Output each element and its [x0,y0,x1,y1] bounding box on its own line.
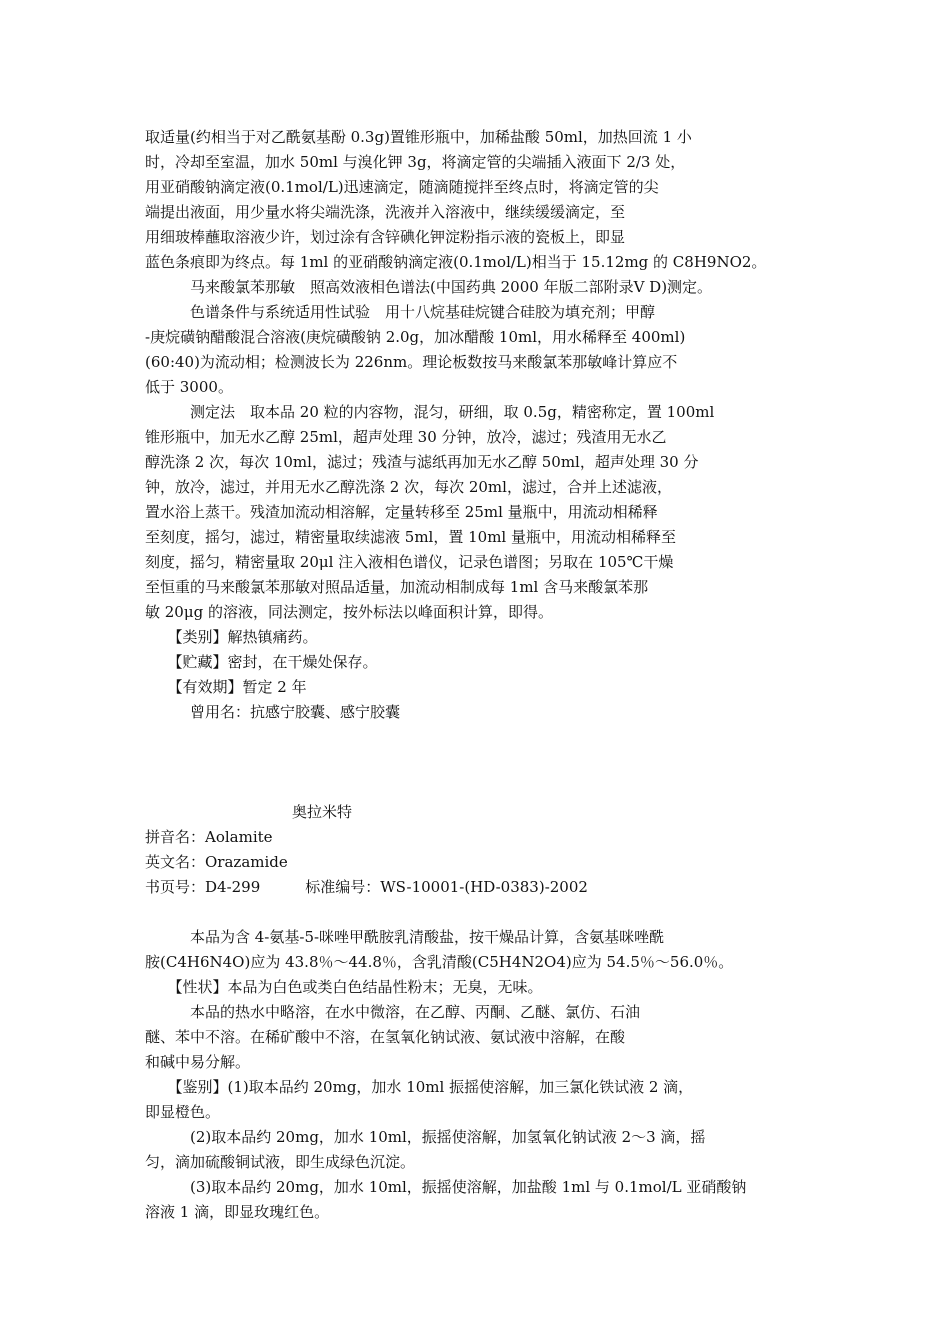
page-and-standard-number: 书页号：D4-299 标准编号：WS-10001-(HD-0383)-2002 [145,878,588,896]
text-line: 置水浴上蒸干。残渣加流动相溶解，定量转移至 25ml 量瓶中，用流动相稀释 [145,503,658,521]
text-line: 钟，放冷，滤过，并用无水乙醇洗涤 2 次，每次 20ml，滤过，合并上述滤液， [145,478,672,496]
text-line: 测定法 取本品 20 粒的内容物，混匀，研细，取 0.5g，精密称定，置 100ml [145,403,715,421]
text-line: 溶液 1 滴，即显玫瑰红色。 [145,1203,330,1221]
text-line: 本品为含 4-氨基-5-咪唑甲酰胺乳清酸盐，按干燥品计算，含氨基咪唑酰 [145,928,665,946]
text-line: 敏 20μg 的溶液，同法测定，按外标法以峰面积计算，即得。 [145,603,553,621]
text-line: 低于 3000。 [145,378,233,396]
text-line: 即显橙色。 [145,1103,221,1121]
text-line: 用细玻棒蘸取溶液少许，划过涂有含锌碘化钾淀粉指示液的瓷板上，即显 [145,228,626,246]
text-line: (2)取本品约 20mg，加水 10ml，振摇使溶解，加氢氧化钠试液 2～3 滴，摇 [145,1128,706,1146]
english-name: 英文名：Orazamide [145,853,288,871]
text-line: 取适量(约相当于对乙酰氨基酚 0.3g)置锥形瓶中，加稀盐酸 50ml，加热回流 1 小 [145,128,692,146]
text-line: 胺(C4H6N4O)应为 43.8％～44.8％，含乳清酸(C5H4N2O4)应为 54.5％～56.0％。 [145,953,734,971]
text-line: 端提出液面，用少量水将尖端洗涤，洗液并入溶液中，继续缓缓滴定，至 [145,203,626,221]
validity-line: 【有效期】暂定 2 年 [145,678,307,696]
text-line: 至恒重的马来酸氯苯那敏对照品适量，加流动相制成每 1ml 含马来酸氯苯那 [145,578,649,596]
text-line: 时，冷却至室温，加水 50ml 与溴化钾 3g，将滴定管的尖端插入液面下 2/3 处， [145,153,686,171]
monograph-title: 奥拉米特 [292,803,353,821]
properties-line: 【性状】本品为白色或类白色结晶性粉末；无臭，无味。 [145,978,543,996]
text-line: (3)取本品约 20mg，加水 10ml，振摇使溶解，加盐酸 1ml 与 0.1mol/L 亚硝酸钠 [145,1178,747,1196]
text-line: 匀，滴加硫酸铜试液，即生成绿色沉淀。 [145,1153,416,1171]
former-name-line: 曾用名：抗感宁胶囊、感宁胶囊 [145,703,401,721]
text-line: 醚、苯中不溶。在稀矿酸中不溶，在氢氧化钠试液、氨试液中溶解，在酸 [145,1028,626,1046]
category-line: 【类别】解热镇痛药。 [145,628,318,646]
text-line: 刻度，摇匀，精密量取 20μl 注入液相色谱仪，记录色谱图；另取在 105℃干燥 [145,553,674,571]
text-line: 用亚硝酸钠滴定液(0.1mol/L)迅速滴定，随滴随搅拌至终点时，将滴定管的尖 [145,178,659,196]
text-line: 至刻度，摇匀，滤过，精密量取续滤液 5ml，置 10ml 量瓶中，用流动相稀释至 [145,528,676,546]
text-line: (60:40)为流动相；检测波长为 226nm。理论板数按马来酸氯苯那敏峰计算应不 [145,353,678,371]
text-line: -庚烷磺钠醋酸混合溶液(庚烷磺酸钠 2.0g，加冰醋酸 10ml，用水稀释至 400ml) [145,328,686,346]
text-line: 本品的热水中略溶，在水中微溶，在乙醇、丙酮、乙醚、氯仿、石油 [145,1003,641,1021]
text-line: 色谱条件与系统适用性试验 用十八烷基硅烷键合硅胶为填充剂；甲醇 [145,303,656,321]
text-line: 蓝色条痕即为终点。每 1ml 的亚硝酸钠滴定液(0.1mol/L)相当于 15.12mg 的 C8H9NO2。 [145,253,767,271]
identification-line: 【鉴别】(1)取本品约 20mg，加水 10ml 振摇使溶解，加三氯化铁试液 2 滴， [145,1078,694,1096]
pinyin-name: 拼音名：Aolamite [145,828,273,846]
storage-line: 【贮藏】密封，在干燥处保存。 [145,653,378,671]
text-line: 和碱中易分解。 [145,1053,251,1071]
text-line: 醇洗涤 2 次，每次 10ml，滤过；残渣与滤纸再加无水乙醇 50ml，超声处理 30 分 [145,453,699,471]
text-line: 马来酸氯苯那敏 照高效液相色谱法(中国药典 2000 年版二部附录Ⅴ D)测定。 [145,278,713,296]
text-line: 锥形瓶中，加无水乙醇 25ml，超声处理 30 分钟，放冷，滤过；残渣用无水乙 [145,428,667,446]
